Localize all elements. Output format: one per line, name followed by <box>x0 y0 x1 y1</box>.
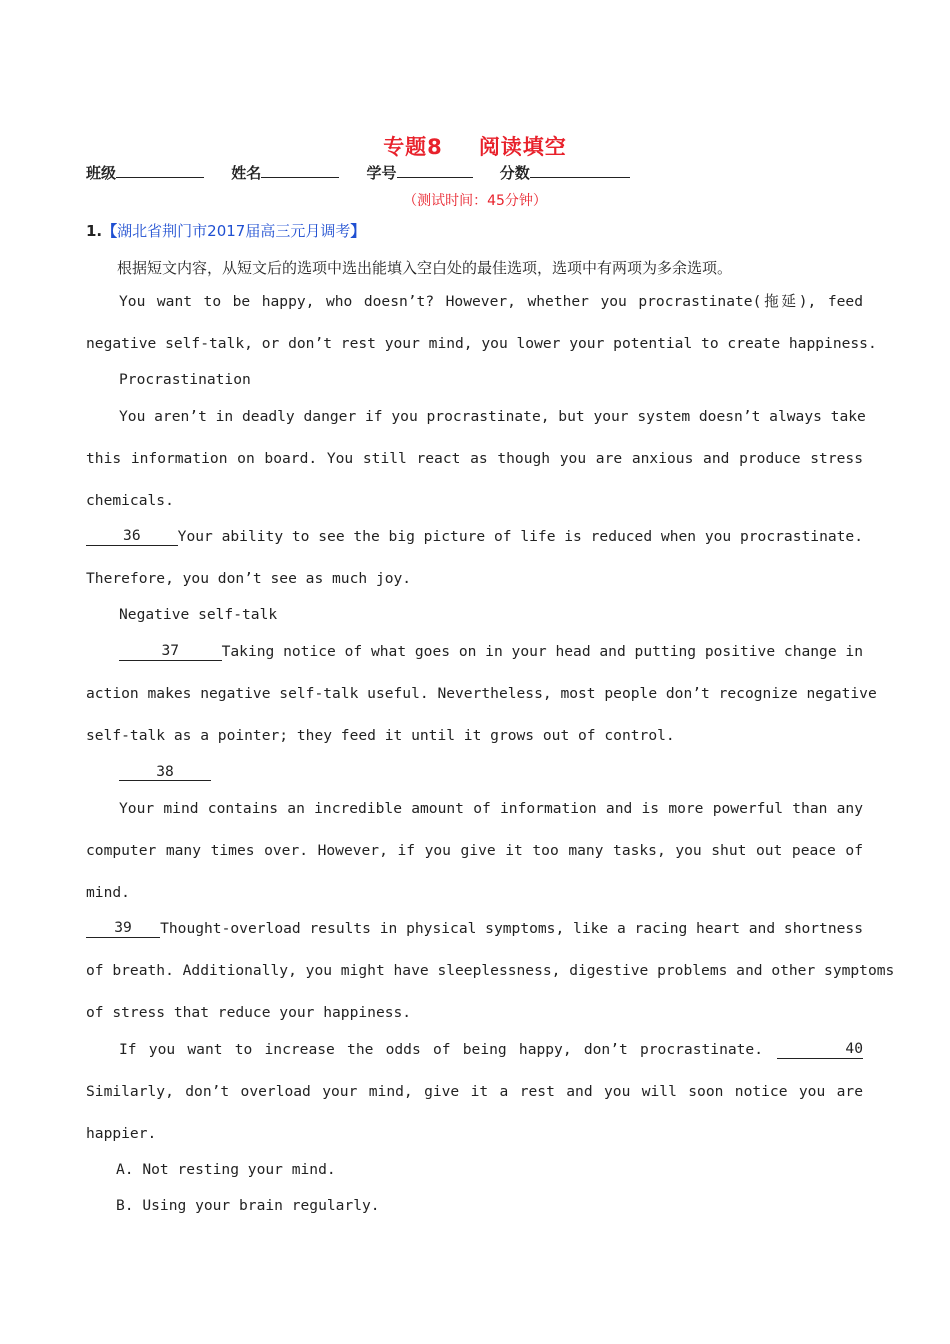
passage-line <box>119 763 211 781</box>
passage-line: Therefore, you don’t see as much joy. <box>86 570 412 587</box>
blank-39[interactable]: 39 <box>86 920 160 938</box>
title-topic: 专题8 <box>383 135 443 159</box>
passage-line: chemicals. <box>86 492 174 509</box>
question-number: 1. <box>86 222 103 240</box>
blank-36[interactable]: 36 <box>86 528 178 546</box>
passage-line: happier. <box>86 1125 157 1142</box>
blank-37[interactable]: 37 <box>119 643 222 661</box>
passage-line: of breath. Additionally, you might have sleeplessness, digestive problems and other symptoms <box>86 962 895 979</box>
name-field[interactable]: 姓名 <box>231 162 339 183</box>
test-time: （测试时间：45分钟） <box>403 193 547 209</box>
blank-38[interactable]: 38 <box>119 764 211 781</box>
score-field[interactable]: 分数 <box>500 162 630 183</box>
class-field[interactable]: 班级 <box>86 162 204 183</box>
section-heading: Procrastination <box>119 371 251 388</box>
passage-line: You want to be happy, who doesn’t? However, whether you procrastinate(拖延), feed <box>119 293 863 310</box>
passage-line: this information on board. You still react as though you are anxious and produce stress <box>86 450 863 467</box>
passage-line: Similarly, don’t overload your mind, give it a rest and you will soon notice you are <box>86 1083 863 1100</box>
option-b[interactable]: B. Using your brain regularly. <box>116 1197 380 1214</box>
blank-40[interactable]: 40 <box>777 1041 863 1059</box>
passage-line: 36 Your ability to see the big picture of life is reduced when you procrastinate. <box>86 528 863 546</box>
title-subject: 阅读填空 <box>478 135 567 159</box>
passage-line: negative self-talk, or don’t rest your mind, you lower your potential to create happiness. <box>86 335 877 352</box>
passage-line: Your mind contains an incredible amount of information and is more powerful than any <box>119 800 863 817</box>
passage-line: self-talk as a pointer; they feed it until it grows out of control. <box>86 727 675 744</box>
instruction: 根据短文内容，从短文后的选项中选出能填入空白处的最佳选项，选项中有两项为多余选项。 <box>117 259 733 277</box>
source-text: 湖北省荆门市2017届高三元月调考 <box>117 222 351 240</box>
question-source: 1.【湖北省荆门市2017届高三元月调考】 <box>86 222 366 240</box>
option-a[interactable]: A. Not resting your mind. <box>116 1161 336 1178</box>
student-id-field[interactable]: 学号 <box>367 162 473 183</box>
section-heading: Negative self-talk <box>119 606 278 623</box>
passage-line: If you want to increase the odds of being happy, don’t procrastinate. 40 <box>119 1040 863 1058</box>
page-title <box>0 131 950 161</box>
passage-line: of stress that reduce your happiness. <box>86 1004 412 1021</box>
passage-line: You aren’t in deadly danger if you procrastinate, but your system doesn’t always take <box>119 408 866 425</box>
passage-line: 39 Thought-overload results in physical symptoms, like a racing heart and shortness <box>86 920 863 938</box>
passage-line: 37 Taking notice of what goes on in your head and putting positive change in <box>119 643 863 661</box>
student-info-line <box>86 162 652 183</box>
passage-line: computer many times over. However, if you give it too many tasks, you shut out peace of <box>86 842 863 859</box>
passage-line: action makes negative self-talk useful. Nevertheless, most people don’t recognize negative <box>86 685 877 702</box>
passage-line: mind. <box>86 884 130 901</box>
